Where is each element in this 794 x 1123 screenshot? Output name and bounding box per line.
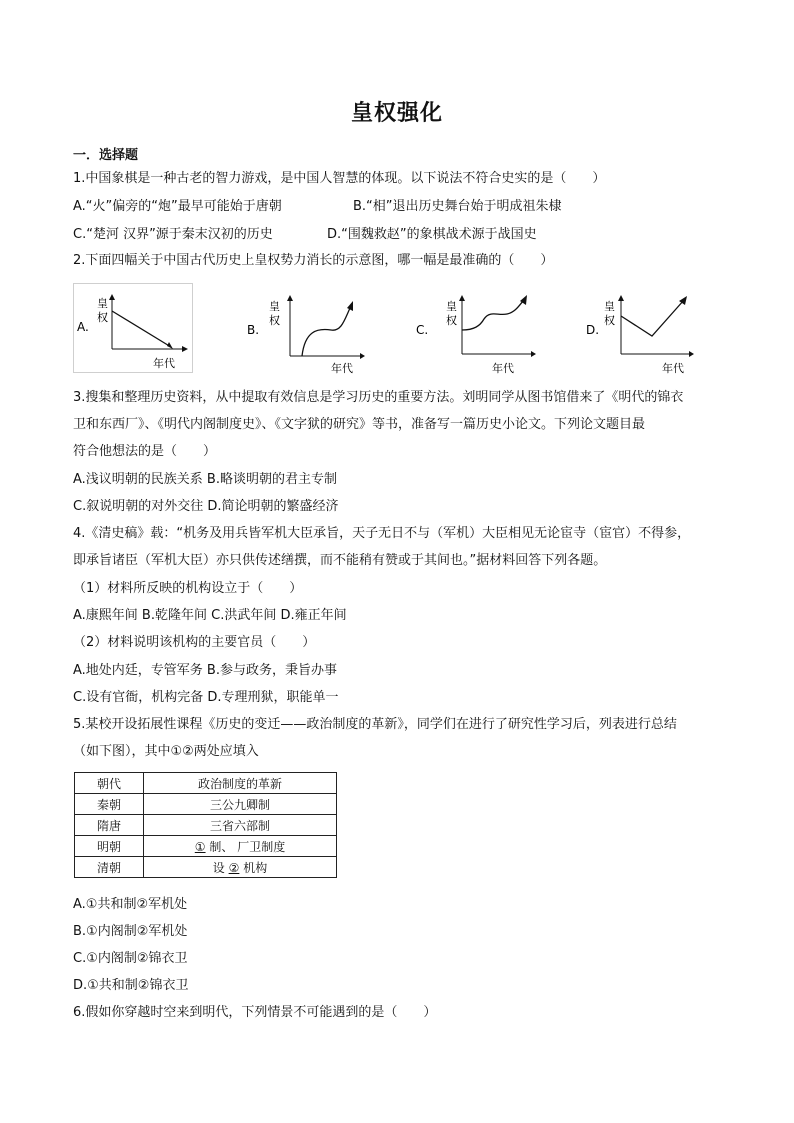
table-cell-dynasty: 清朝 [75, 857, 144, 878]
q2-chart-d [584, 286, 709, 376]
q2-stem: 2.下面四幅关于中国古代历史上皇权势力消长的示意图，哪一幅是最准确的（ ） [73, 253, 554, 268]
q1-options-row1 [73, 198, 562, 216]
blank-mark-1: ① [194, 839, 206, 854]
page-title: 皇权强化 [350, 101, 443, 126]
chart-c-trend-line [462, 300, 524, 330]
q5-line-2: （如下图），其中①②两处应填入 [73, 744, 259, 759]
q2-chart-a [73, 283, 193, 373]
chart-b-ylabel-2: 权 [269, 314, 280, 327]
reform-prefix: 设 [212, 860, 225, 875]
table-row [75, 857, 337, 878]
chart-a-trend-line [112, 311, 171, 347]
table-row [75, 815, 337, 836]
chart-d-trend-line [621, 300, 684, 336]
chart-b-letter: B. [247, 323, 260, 337]
table-cell-dynasty: 隋唐 [75, 815, 144, 836]
chart-a-letter: A. [77, 320, 89, 334]
table-row [75, 794, 337, 815]
q2-chart-b [245, 286, 365, 376]
q5-option-b: B.①内阁制②军机处 [73, 924, 188, 939]
q5-option-c: C.①内阁制②锦衣卫 [73, 951, 188, 966]
chart-b-ylabel-1: 皇 [269, 300, 280, 313]
chart-b-xlabel: 年代 [331, 362, 353, 375]
q3-line-1: 3.搜集和整理历史资料，从中提取有效信息是学习历史的重要方法。刘明同学从图书馆借来了《明代的锦衣 [73, 390, 684, 405]
chart-d-ylabel-2: 权 [604, 314, 615, 327]
chart-d-xlabel: 年代 [662, 362, 684, 375]
chart-a-ylabel-1: 皇 [97, 297, 108, 310]
chart-d-letter: D. [586, 323, 600, 337]
table-header-row [75, 773, 337, 794]
q5-option-a: A.①共和制②军机处 [73, 897, 188, 912]
q1-stem: 1.中国象棋是一种古老的智力游戏，是中国人智慧的体现。以下说法不符合史实的是（ ） [73, 171, 606, 186]
q4-sub2: （2）材料说明该机构的主要官员（ ） [73, 635, 316, 650]
table-cell-reform [144, 857, 337, 878]
q3-line-3: 符合他想法的是（ ） [73, 444, 217, 459]
q4-line-1: 4.《清史稿》载：“机务及用兵皆军机大臣承旨，天子无日不与（军机）大臣相见无论宦寺（宦官）不得参， [73, 526, 691, 541]
chart-d-ylabel-1: 皇 [604, 300, 615, 313]
q5-table [74, 772, 337, 878]
q1-options-row2 [73, 226, 537, 244]
q1-option-a: A.“火”偏旁的“炮”最早可能始于唐朝 [73, 199, 282, 214]
q3-options-1: A.浅议明朝的民族关系 B.略谈明朝的君主专制 [73, 472, 337, 487]
reform-text: 机构 [243, 860, 268, 875]
table-cell-reform: 三省六部制 [144, 815, 337, 836]
q3-line-2: 卫和东西厂》、《明代内阁制度史》、《文字狱的研究》等书，准备写一篇历史小论文。下列论文题目最 [73, 417, 646, 432]
q4-sub2-options-1: A.地处内廷，专管军务 B.参与政务，秉旨办事 [73, 663, 337, 678]
chart-c-letter: C. [416, 323, 429, 337]
q4-sub1: （1）材料所反映的机构设立于（ ） [73, 581, 303, 596]
q3-options-2: C.叙说明朝的对外交往 D.简论明朝的繁盛经济 [73, 499, 339, 514]
q1-option-c: C.“楚河 汉界”源于秦末汉初的历史 [73, 227, 273, 242]
q2-chart-c [412, 286, 537, 376]
section-heading: 一．选择题 [73, 148, 139, 163]
table-cell-reform: 三公九卿制 [144, 794, 337, 815]
q6-stem: 6.假如你穿越时空来到明代，下列情景不可能遇到的是（ ） [73, 1005, 437, 1020]
table-row [75, 836, 337, 857]
chart-a-xlabel: 年代 [153, 357, 175, 370]
q5-option-d: D.①共和制②锦衣卫 [73, 978, 189, 993]
q4-sub2-options-2: C.设有官衙，机构完备 D.专理刑狱，职能单一 [73, 690, 339, 705]
chart-c-ylabel-1: 皇 [446, 300, 457, 313]
table-header-dynasty: 朝代 [75, 773, 144, 794]
table-cell-reform [144, 836, 337, 857]
q5-line-1: 5.某校开设拓展性课程《历史的变迁——政治制度的革新》，同学们在进行了研究性学习后，列表进行总结 [73, 717, 677, 732]
table-cell-dynasty: 秦朝 [75, 794, 144, 815]
q4-sub1-options: A.康熙年间 B.乾隆年间 C.洪武年间 D.雍正年间 [73, 608, 347, 623]
q4-line-2: 即承旨诸臣（军机大臣）亦只供传述缮撰，而不能稍有赞或于其间也。”据材料回答下列各题。 [73, 553, 607, 568]
chart-c-ylabel-2: 权 [446, 314, 457, 327]
table-cell-dynasty: 明朝 [75, 836, 144, 857]
table-header-reform: 政治制度的革新 [144, 773, 337, 794]
chart-a-ylabel-2: 权 [97, 311, 108, 324]
q1-option-b: B.“相”退出历史舞台始于明成祖朱棣 [353, 199, 562, 214]
chart-c-xlabel: 年代 [492, 362, 514, 375]
reform-text: 制、 厂卫制度 [209, 839, 286, 854]
blank-mark-2: ② [228, 860, 240, 875]
chart-b-trend-line [302, 306, 351, 356]
q1-option-d: D.“围魏救赵”的象棋战术源于战国史 [327, 227, 537, 242]
